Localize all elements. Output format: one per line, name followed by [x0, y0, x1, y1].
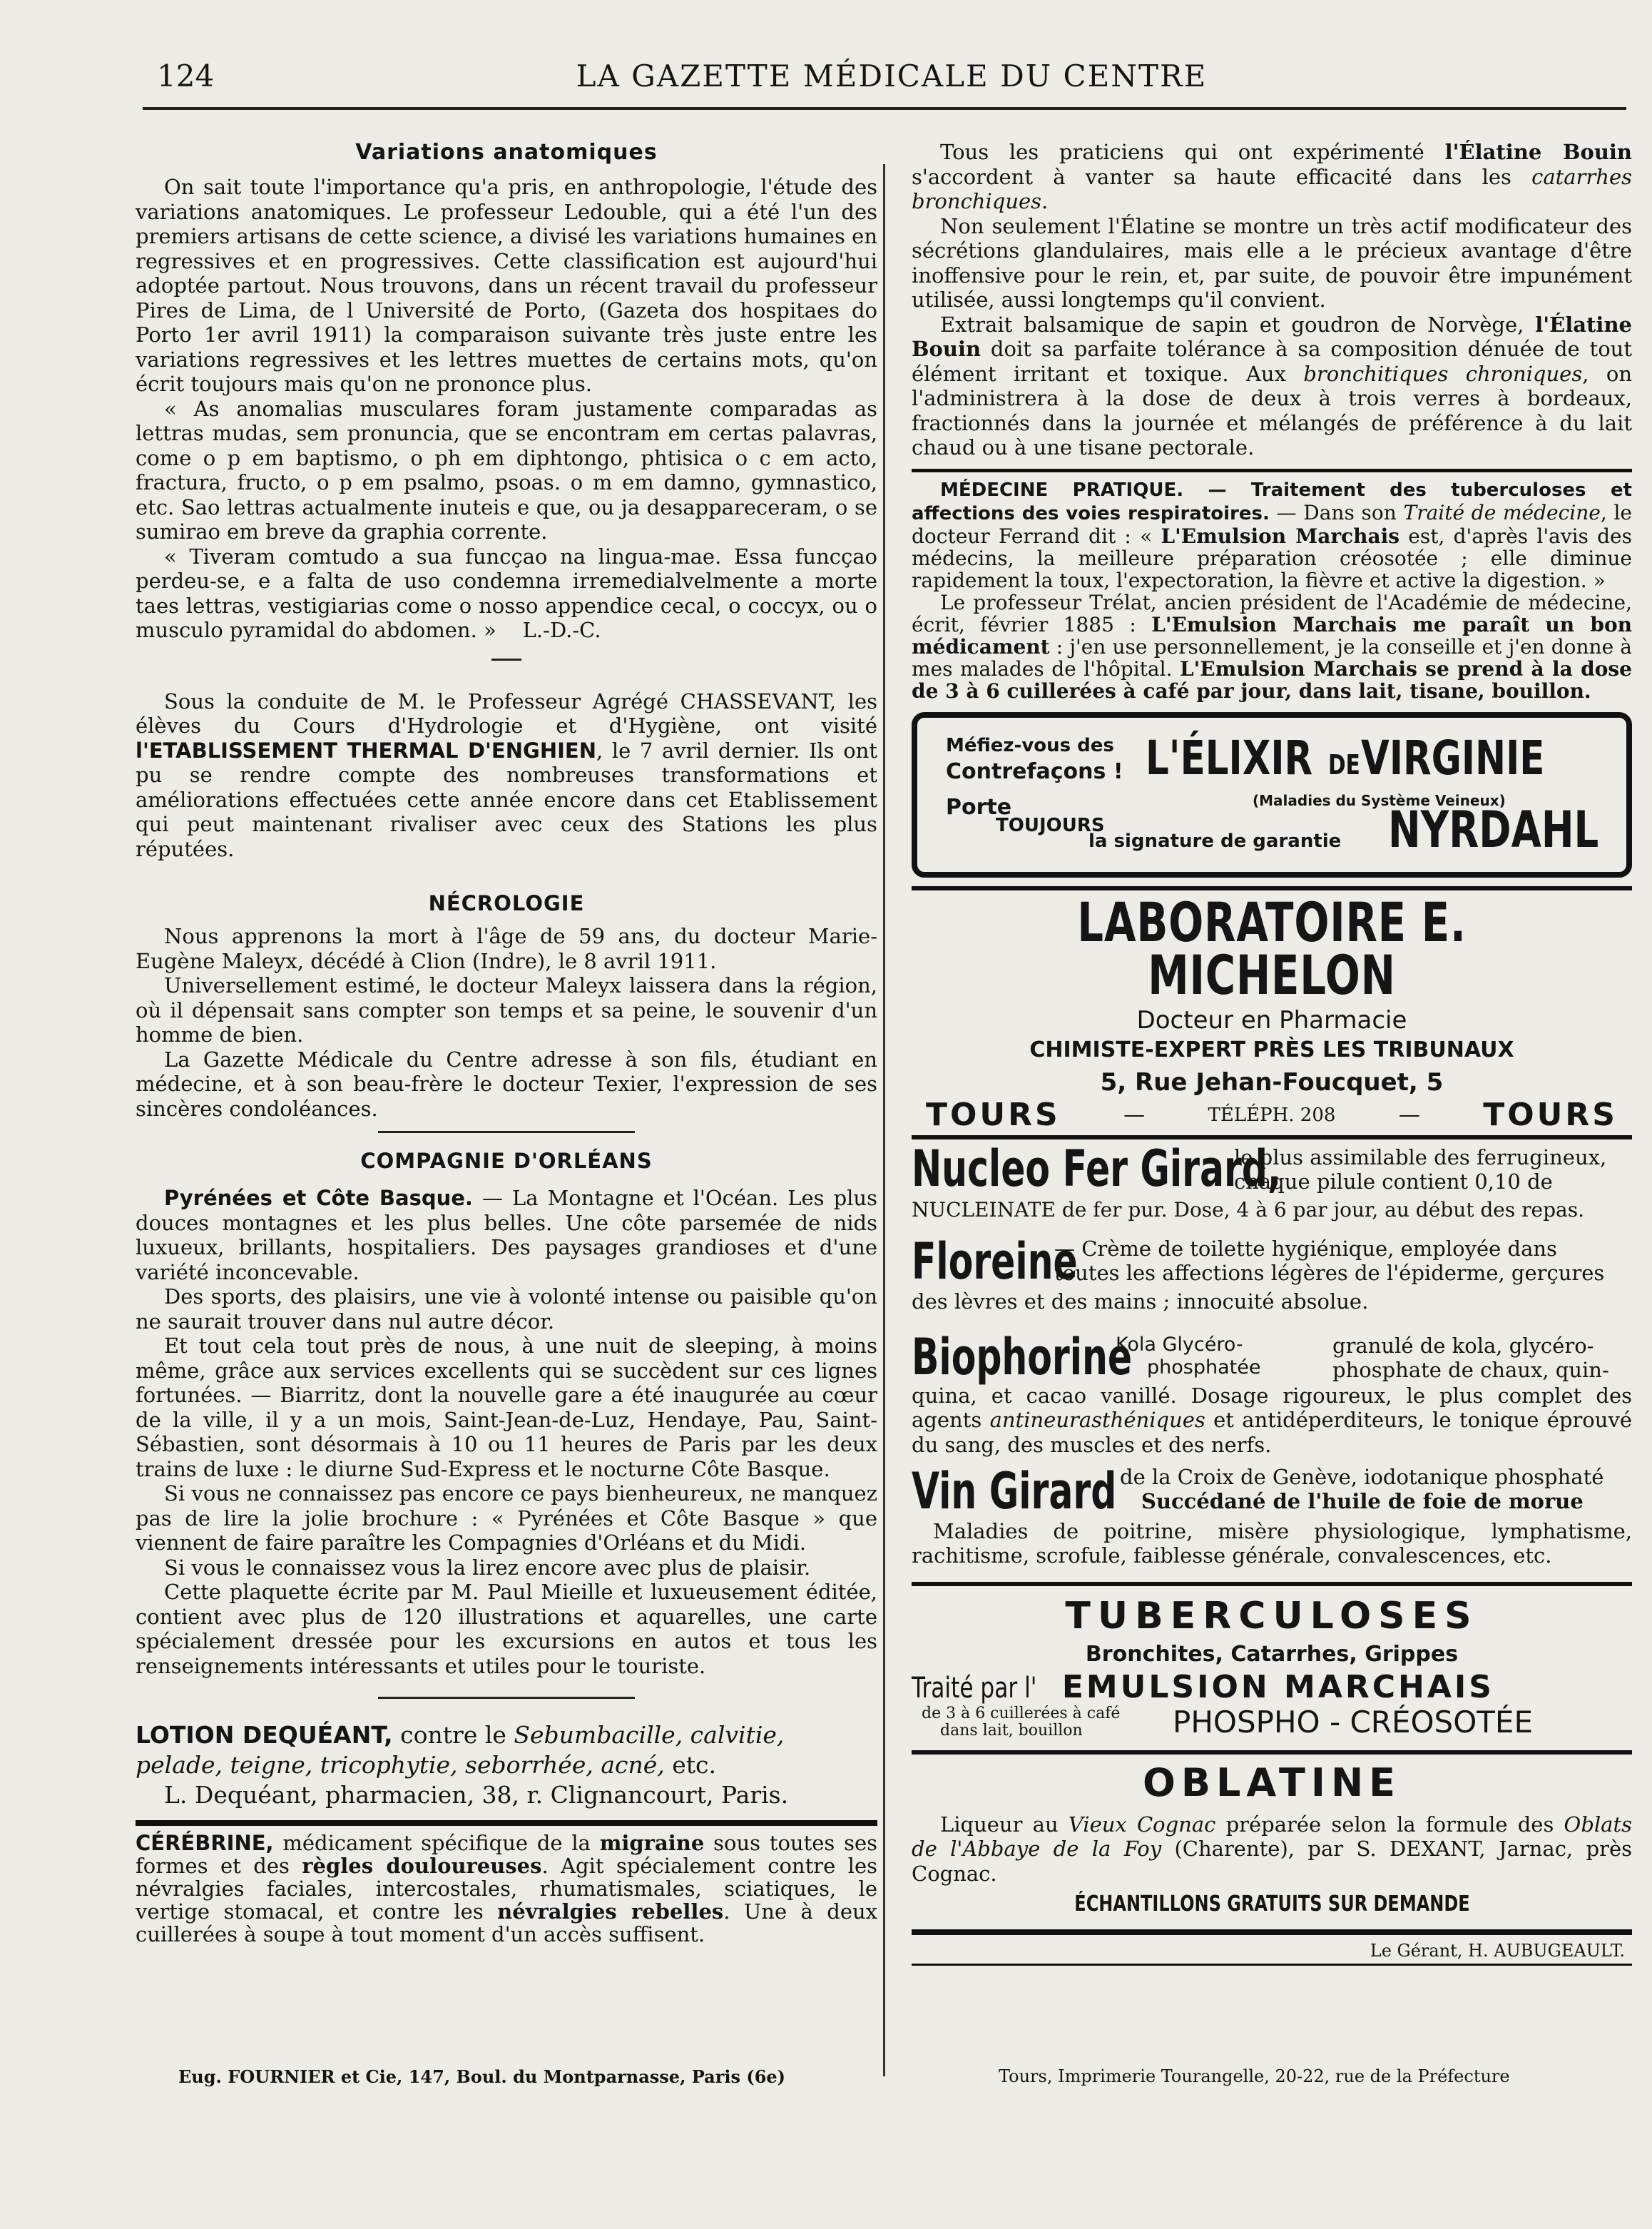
lotion-address: L. Dequéant, pharmacien, 38, r. Clignancourt, Paris.: [164, 1781, 789, 1809]
medecine-lead: MÉDECINE PRATIQUE. — Traitement des tuberculoses et affections des voies respiratoires.: [912, 479, 1632, 524]
medecine-p2a: Le professeur Trélat, ancien président de l'Académie de médecine, écrit, février 1885 :: [912, 590, 1632, 636]
elixir-name-de: DE: [1328, 748, 1361, 781]
vin-name: Vin Girard: [912, 1461, 1117, 1520]
oblatine-samples-text: ÉCHANTILLONS GRATUITS SUR DEMANDE: [1074, 1892, 1470, 1916]
orleans-p1-text: — La Montagne et l'Océan. Les plus douces montagnes et les plus belles. Une côte parsemée de nids luxueux, brillants, hospitaliers. Des paysages grandioses et d'une variété inconcevable.: [136, 1186, 877, 1284]
elixir-signature: la signature de garantie: [1088, 830, 1342, 852]
medecine-b1: L'Emulsion Marchais: [1161, 524, 1400, 548]
floreine-name: Floreine: [912, 1232, 1078, 1291]
elatine-p1d: catarrhes bronchiques: [912, 164, 1632, 213]
biophorine-name: Biophorine: [912, 1327, 1133, 1386]
cerebrine-t1: médicament spécifique de la: [273, 1831, 600, 1855]
necrologie-p1: Nous apprenons la mort à l'âge de 59 ans, du docteur Marie-Eugène Maleyx, décédé à Clion (Indre), le 8 avril 1911.: [136, 924, 877, 973]
tuberculoses-traite: [912, 1669, 1494, 1705]
oblatine-i1: Vieux Cognac: [1068, 1812, 1216, 1837]
medecine-p2d: L'Emulsion Marchais se prend à la dose de 3 à 6 cuillerées à café par jour, dans lait, tisane, bouillon.: [912, 656, 1632, 703]
lotion-italic: Sebumbacille, calvitie, pelade, teigne, tricophytie, seborrhée, acné,: [136, 1721, 785, 1779]
orleans-p2: Des sports, des plaisirs, une vie à volonté intense ou paisible qu'on ne saurait trouver dans nul autre décor.: [136, 1284, 877, 1334]
medecine-t3: est, d'après l'avis des médecins, la meilleure préparation créosotée ; elle diminue rapidement la toux, l'expectoration, la fièvre et active la digestion. »: [912, 524, 1632, 592]
tuberculoses-ad: [912, 1592, 1632, 1740]
orleans-lead: Pyrénées et Côte Basque.: [164, 1186, 473, 1210]
elixir-porte: Porte: [946, 794, 1012, 820]
necrologie-p3: La Gazette Médicale du Centre adresse à son fils, étudiant en médecine, et à son beau-frère le docteur Texier, l'expression de ses sincères condoléances.: [136, 1047, 877, 1121]
variations-signature: L.-D.-C.: [522, 618, 601, 642]
orleans-p4: Si vous ne connaissez pas encore ce pays bienheureux, ne manquez pas de lire la jolie brochure : « Pyrénées et Côte Basque » que viennent de faire paraître les Compagnies d'Orléans et du Midi.: [136, 1481, 877, 1555]
elatine-p3a: Extrait balsamique de sapin et goudron de Norvège,: [940, 312, 1536, 337]
orleans-p1: [136, 1186, 877, 1284]
oblatine-ad: [912, 1760, 1632, 1917]
biophorine-r1: granulé de kola, glycéro-: [1332, 1333, 1594, 1358]
enghien-part1: Sous la conduite de M. le Professeur Agrégé CHASSEVANT, les élèves du Cours d'Hydrologie et d'Hygiène, ont visité: [136, 689, 877, 738]
nucleo-name: Nucleo Fer Girard,: [912, 1139, 1282, 1198]
ad-rule: [912, 1582, 1632, 1586]
nucleo-t3: NUCLEINATE de fer pur. Dose, 4 à 6 par jour, au début des repas.: [912, 1197, 1584, 1222]
vin-t1: de la Croix de Genève, iodotanique phosphaté: [1120, 1464, 1604, 1489]
elixir-brand: NYRDAHL: [1388, 800, 1599, 859]
orleans-p5: Si vous le connaissez vous la lirez encore avec plus de plaisir.: [164, 1555, 811, 1580]
elixir-name-pre: L'ÉLIXIR: [1146, 730, 1313, 786]
oblatine-t2: préparée selon la formule des: [1215, 1812, 1564, 1837]
biophorine-r2: phosphate de chaux, quin-: [1332, 1357, 1609, 1382]
cerebrine-t2: sous toutes ses formes et des: [136, 1831, 877, 1878]
biophorine-mid2: phosphatée: [1147, 1356, 1261, 1378]
cerebrine-b3: névralgies rebelles: [497, 1899, 724, 1924]
separator-rule: [378, 1697, 635, 1699]
biophorine-mid1: Kola Glycéro-: [1116, 1333, 1243, 1356]
right-column: [912, 140, 1632, 1969]
cerebrine-b1: migraine: [599, 1831, 705, 1855]
elixir-toujours: TOUJOURS: [996, 814, 1105, 836]
floreine-t3: des lèvres et des mains ; innocuité absolue.: [912, 1289, 1369, 1314]
orleans-title: COMPAGNIE D'ORLÉANS: [360, 1149, 653, 1173]
laboratoire-l1: Docteur en Pharmacie: [1136, 1005, 1407, 1035]
biophorine-t3: quina, et cacao vanillé. Dosage rigoureux, le plus complet des agents: [912, 1383, 1632, 1432]
floreine-ad: [912, 1232, 1632, 1326]
right-footer: Tours, Imprimerie Tourangelle, 20-22, rue de la Préfecture: [999, 2066, 1510, 2086]
biophorine-body: [912, 1383, 1632, 1458]
oblatine-samples: [912, 1892, 1632, 1916]
tuberculoses-phospho: PHOSPHO - CRÉOSOTÉE: [1173, 1704, 1534, 1740]
orleans-p3: Et tout cela tout près de nous, à une nuit de sleeping, à moins même, grâce aux services excellents qui se succèdent sur ces lignes fortunées. — Biarritz, dont la nouvelle gare a été inaugurée au cœur de la ville, il y a un mois, Saint-Jean-de-Luz, Hendaye, Pau, Saint-Sébastien, sont désormais à 10 ou 11 heures de Paris par les deux trains de luxe : le diurne Sud-Express et le nocturne Côte Basque.: [136, 1334, 877, 1481]
cerebrine-name: CÉRÉBRINE,: [136, 1831, 274, 1855]
elatine-p1e: .: [1041, 189, 1049, 213]
left-column: [136, 140, 877, 1946]
elatine-p3e: , on l'administrera à la dose de deux à trois verres à bordeaux, fractionnés dans la journée et mélangés de préférence à du lait chaud ou à une tisane pectorale.: [912, 361, 1633, 459]
cerebrine-t3: . Agit spécialement contre les névralgies faciales, intercostales, rhumatismales, sciatiques, le vertige stomacal, et contre les: [136, 1854, 877, 1924]
laboratoire-city-left: TOURS: [926, 1097, 1061, 1133]
enghien-part2: , le 7 avril dernier. Ils ont pu se rendre compte des nombreuses transformations et améliorations effectuées cette année encore dans cet Etablissement qui peut maintenant rivaliser avec ceux des Stations les plus réputées.: [136, 738, 877, 861]
lotion-name: LOTION DEQUÉANT,: [136, 1721, 393, 1749]
elixir-name: [1146, 731, 1596, 786]
gerant: Le Gérant, H. AUBUGEAULT.: [1370, 1941, 1625, 1961]
floreine-t1: — Crème de toilette hygiénique, employée dans: [1054, 1236, 1557, 1261]
medecine-t2: , le docteur Ferrand dit : «: [912, 500, 1633, 548]
elatine-p3c: doit sa parfaite tolérance à sa composition dénuée de tout élément irritant et toxique. Aux: [912, 337, 1632, 386]
medecine-p1: [912, 478, 1632, 591]
laboratoire-dash-2: —: [1398, 1102, 1420, 1127]
variations-p3: [136, 544, 877, 643]
oblatine-i2: Oblats de l'Abbaye de la Foy: [912, 1812, 1632, 1861]
cerebrine-t4: . Une à deux cuillerées à soupe à tout moment d'un accès suffisent.: [136, 1899, 878, 1946]
medecine-p2c: : j'en use personnellement, je la conseille et j'en donne à mes malades de l'hôpital.: [912, 634, 1632, 681]
tuberculoses-title: TUBERCULOSES: [1065, 1594, 1479, 1638]
elixir-beware1: Méfiez-vous des: [946, 734, 1114, 756]
oblatine-t1: Liqueur au: [940, 1812, 1069, 1837]
elixir-sub: (Maladies du Système Veineux): [1253, 791, 1506, 809]
enghien-bold: l'ETABLISSEMENT THERMAL D'ENGHIEN: [136, 738, 596, 763]
medecine-p2: [912, 591, 1632, 702]
elatine-p1: [912, 140, 1632, 214]
elatine-p1b: l'Élatine Bouin: [1444, 140, 1633, 164]
separator-dash: [491, 659, 521, 661]
biophorine-i1: antineurasthéniques: [989, 1408, 1205, 1432]
ad-rule: [912, 1929, 1632, 1935]
enghien-paragraph: [136, 689, 877, 862]
tuberculoses-traite-text: Traité par l': [912, 1671, 1037, 1705]
nucleo-t1: le plus assimilable des ferrugineux,: [1234, 1144, 1607, 1169]
laboratoire-l3: 5, Rue Jehan-Foucquet, 5: [1100, 1067, 1444, 1097]
vin-t2: Succédané de l'huile de foie de morue: [1141, 1488, 1584, 1513]
column-divider: [883, 164, 885, 2076]
necrologie-p2: Universellement estimé, le docteur Maleyx laissera dans la région, où il dépensait sans compter son temps et sa peine, le souvenir d'un homme de bien.: [136, 973, 877, 1047]
laboratoire-city-right: TOURS: [1483, 1097, 1618, 1133]
page-number: 124: [157, 59, 215, 93]
elixir-beware2: Contrefaçons !: [946, 758, 1123, 784]
biophorine-t4: et antidéperditeurs, le tonique éprouvé du sang, des muscles et des nerfs.: [912, 1408, 1632, 1457]
elatine-p2: Non seulement l'Élatine se montre un très actif modificateur des sécrétions glandulaires, mais elle a le précieux avantage d'être inoffensive pour le rein, et, par suite, de pouvoir être impunément utilisée, aussi longtemps qu'il convient.: [912, 213, 1632, 312]
oblatine-title: OBLATINE: [1142, 1760, 1402, 1805]
floreine-t2: toutes les affections légères de l'épiderme, gerçures: [1054, 1260, 1605, 1285]
orleans-p6: Cette plaquette écrite par M. Paul Mieille et luxueusement éditée, contient avec plus de 120 illustrations et aquarelles, une carte spécialement dressée pour les excursions en autos et tous les renseignements intéressants et utiles pour le touriste.: [136, 1580, 877, 1678]
variations-title: Variations anatomiques: [355, 140, 658, 165]
variations-p3-text: « Tiveram comtudo a sua funcçao na lingua-mae. Essa funcçao perdeu-se, e a falta de uso condemna irremedialvelmente a morte taes lettras, vestigiarias come o nosso appendice cecal, o coccyx, ou o musculo pyramidal do abdomen. »: [136, 544, 877, 642]
cerebrine-ad: [136, 1832, 877, 1946]
left-footer: Eug. FOURNIER et Cie, 147, Boul. du Montparnasse, Paris (6e): [178, 2066, 786, 2087]
nucleo-t2: chaque pilule contient 0,10 de: [1234, 1169, 1553, 1194]
necrologie-title: NÉCROLOGIE: [428, 891, 585, 915]
tuberculoses-dose2: dans lait, bouillon: [940, 1721, 1083, 1740]
elixir-brand-wrap: [1388, 801, 1652, 859]
page-header: [157, 59, 1626, 101]
elatine-p1a: Tous les praticiens qui ont expérimenté: [940, 140, 1445, 164]
tuberculoses-dose1: de 3 à 6 cuillerées à café: [922, 1704, 1121, 1722]
ad-rule: [912, 469, 1632, 472]
medecine-t1: — Dans son: [1269, 500, 1404, 524]
ad-rule: [912, 1750, 1632, 1755]
lotion-ad: [136, 1720, 877, 1780]
lotion-text1: contre le: [392, 1721, 514, 1749]
medecine-p2b: L'Emulsion Marchais me paraît un bon médicament: [912, 612, 1632, 659]
elixir-ad: [912, 712, 1632, 878]
lotion-text2: etc.: [664, 1751, 717, 1779]
vin-ad: [912, 1461, 1632, 1575]
header-rule: [143, 107, 1626, 110]
laboratoire-ad: [912, 890, 1632, 1133]
ad-rule: [136, 1820, 877, 1826]
oblatine-body: [912, 1812, 1632, 1887]
laboratoire-title: [912, 890, 1632, 1007]
tuberculoses-emulsion: EMULSION MARCHAIS: [1061, 1668, 1494, 1705]
elatine-p1c: s'accordent à vanter sa haute efficacité dans les: [912, 164, 1532, 189]
journal-title: LA GAZETTE MÉDICALE DU CENTRE: [576, 59, 1208, 93]
variations-p2: « As anomalias musculares foram justamente comparadas as lettras mudas, sem pronuncia, que se encontram em certas palavras, come o p em baptismo, o ph em diphtongo, phtisica o c em acto, fractura, fructo, o p em psalmo, psoas. o m em damno, gymnastico, etc. Sao lettras actualmente inuteis e que, ou ja desappareceram, o se sumirao em breve da graphia corrente.: [136, 396, 877, 544]
laboratoire-dash-1: —: [1123, 1102, 1146, 1127]
elatine-p3: [912, 313, 1632, 460]
elatine-p3d: bronchitiques chroniques: [1303, 361, 1583, 386]
medecine-i1: Traité de médecine: [1403, 500, 1601, 524]
bottom-rule: [912, 1964, 1632, 1966]
elixir-name-post: VIRGINIE: [1360, 730, 1545, 786]
nucleo-ad: [912, 1139, 1632, 1232]
oblatine-t3: (Charente), par S. DEXANT, Jarnac, près Cognac.: [912, 1837, 1633, 1886]
cerebrine-b2: règles douloureuses: [302, 1854, 542, 1878]
separator-rule: [378, 1131, 635, 1133]
laboratoire-city-row: [912, 1097, 1632, 1133]
tuberculoses-sub: Bronchites, Catarrhes, Grippes: [1085, 1641, 1459, 1667]
vin-t3: Maladies de poitrine, misère physiologique, lymphatisme, rachitisme, scrofule, faiblesse générale, convalescences, etc.: [912, 1518, 1632, 1568]
elatine-p3b: l'Élatine Bouin: [912, 312, 1632, 361]
variations-p1: On sait toute l'importance qu'a pris, en anthropologie, l'étude des variations anatomiques. Le professeur Ledouble, qui a été l'un des premiers artisans de cette science, a divisé les variations humaines en regressives et en progressives. Cette classification est aujourd'hui adoptée partout. Nous trouvons, dans un récent travail du professeur Pires de Lima, de l Université de Porto, (Gazeta dos hospitaes do Porto 1er avril 1911) la comparaison suivante très juste entre les variations regressives et les lettres muettes de certains mots, qu'on écrit toujours mais qu'on ne prononce plus.: [136, 175, 877, 396]
laboratoire-tel: TÉLÉPH. 208: [1208, 1104, 1336, 1126]
biophorine-ad: [912, 1326, 1632, 1461]
laboratoire-l2: CHIMISTE-EXPERT PRÈS LES TRIBUNAUX: [1029, 1037, 1514, 1062]
laboratoire-title-text: LABORATOIRE E. MICHELON: [1077, 890, 1467, 1007]
